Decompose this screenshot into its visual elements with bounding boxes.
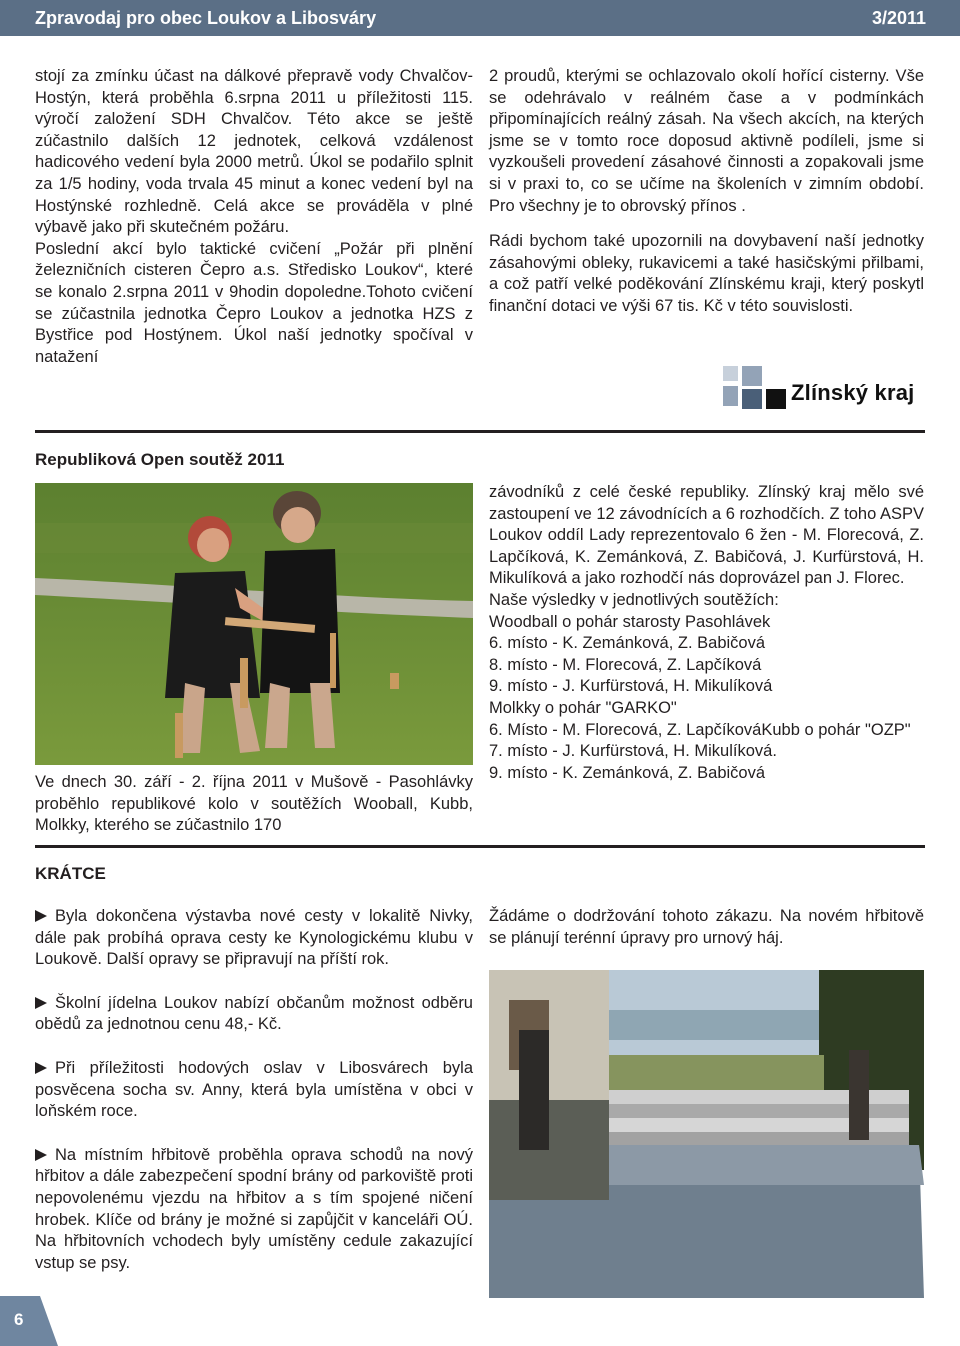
article2-left-text: Ve dnech 30. září - 2. října 2011 v Mušově - Pasohlávky proběhlo republikové kolo v soutěžích Wooball, Kubb, Molkky, kterého se zúčastnilo 170: [35, 773, 473, 835]
results-line: 6. místo - K. Zemánková, Z. Babičová: [489, 634, 766, 653]
article3-bullets: [35, 906, 473, 1274]
results-line: Naše výsledky v jednotlivých soutěžích:: [489, 590, 779, 609]
results-line: 6. Místo - M. Florecová, Z. LapčíkováKubb o pohár "OZP": [489, 720, 911, 739]
triangle-bullet-icon: [35, 1149, 47, 1161]
zlinsky-kraj-logo: [723, 364, 923, 410]
article1-left-paragraph: Poslední akcí bylo taktické cvičení „Požár při plnění železničních cisteren Čepro a.s. Středisko Loukov“, které se konalo 2.srpna 2011 v 9hodin dopoledne.Tohoto cvičení se zúčastnila jednotka Čepro Loukov a jednotka HZS z Bystřice pod Hostýnem. Úkol naší jednotky spočíval v natažení: [35, 239, 473, 366]
section-title-open-soutez: Republiková Open soutěž 2011: [35, 450, 285, 469]
results-line: 9. místo - J. Kurfürstová, H. Mikulíková: [489, 677, 773, 696]
article1-left-paragraph: stojí za zmínku účast na dálkové přepravě vody Chvalčov- Hostýn, která proběhla 6.srpna 2011 u příležitosti 115. výročí založení SDH Chvalčov. Této akce se ještě zúčastnilo dalších 12 jednotek, celková vzdálenost hadicového vedení byla 2000 metrů. Úkol se podařilo splnit za 1/5 hodiny, voda trvala 45 minut a konec vedení byl na Hostýnské rozhledně. Celá akce se prováděla v plné výbavě jako při skutečném požáru.: [35, 67, 473, 237]
logo-squares-icon: [723, 364, 793, 410]
news-bullet: Při příležitosti hodových oslav v Libosvárech byla posvěcena socha sv. Anny, která byla umístěna v obci v loňském roce.: [35, 1058, 473, 1121]
newsletter-title: Zpravodaj pro obec Loukov a Libosváry: [35, 8, 377, 28]
article2-right-column: [489, 482, 924, 784]
results-line: Molkky o pohár "GARKO": [489, 698, 677, 717]
results-line: 7. místo - J. Kurfürstová, H. Mikulíková.: [489, 742, 777, 761]
page-number: 6: [14, 1310, 24, 1329]
section-title-kratce: KRÁTCE: [35, 864, 106, 883]
article2-intro: závodníků z celé české republiky. Zlínský kraj mělo své zastoupení ve 12 závodnících a 6 rozhodčích. Z toho ASPV Loukov oddíl Lady reprezentovalo 6 žen - M. Florecová, Z. Lapčíková, K. Zemánková, Z. Babičová, J. Kurfürstová, H. Mikulíková a jako rozhodčí nás doprovázel pan J. Florec.: [489, 483, 924, 588]
article3-right-text: Žádáme o dodržování tohoto zákazu. Na novém hřbitově se plánují terénní úpravy pro urnový háj.: [489, 907, 924, 947]
section-divider: [35, 430, 925, 433]
news-bullet: Na místním hřbitově proběhla oprava schodů na nový hřbitov a dále zabezpečení spodní brány od parkoviště proti nepovolenému vjezdu na hřbitov a s tím spojené ničení hrobek. Klíče od brány je možné si zapůjčit v kanceláři OÚ. Na hřbitovních vchodech byly umístěny cedule zakazující vstup se psy.: [35, 1145, 473, 1272]
results-line: Woodball o pohár starosty Pasohlávek: [489, 612, 771, 631]
logo-text: Zlínský kraj: [791, 380, 915, 405]
results-line: 9. místo - K. Zemánková, Z. Babičová: [489, 763, 766, 782]
results-line: 8. místo - M. Florecová, Z. Lapčíková: [489, 655, 762, 674]
page-number-tab: [0, 1296, 58, 1346]
page-header: [0, 0, 960, 36]
news-bullet: Školní jídelna Loukov nabízí občanům možnost odběru obědů za jednotnou cenu 48,- Kč.: [35, 993, 473, 1034]
article1-left-column: [35, 66, 473, 368]
article1-right-paragraph: Rádi bychom také upozornili na dovybavení naší jednotky zásahovými obleky, rukavicemi a také hasičskými přilbami, a což patří velké poděkování Zlínskému kraji, který poskytl finanční dotaci ve výši 67 tis. Kč v této souvislosti.: [489, 232, 924, 315]
article1-right-paragraph: 2 proudů, kterými se ochlazovalo okolí hořící cisterny. Vše se odehrávalo v reálném čase a v podmínkách připomínajících reálný zásah. Na všech akcích, na kterých jsme se v tomto roce doposud aktivně podíleli, jsme si vyzkoušeli provedení zásahové činnosti a zopakovali jsme si v praxi to, co se učíme na školeních v zimním období. Pro všechny je to obrovský přínos .: [489, 67, 924, 215]
woodball-photo: [35, 483, 473, 765]
section-divider: [35, 845, 925, 848]
cemetery-stairs-photo: [489, 970, 924, 1298]
triangle-bullet-icon: [35, 1062, 47, 1074]
triangle-bullet-icon: [35, 997, 47, 1009]
issue-number: 3/2011: [871, 8, 926, 28]
triangle-bullet-icon: [35, 910, 47, 922]
news-bullet: Byla dokončena výstavba nové cesty v lokalitě Nivky, dále pak probíhá oprava cesty ke Kynologickému klubu v Loukově. Další opravy se připravují na příští rok.: [35, 907, 473, 969]
article1-right-column: [489, 66, 924, 318]
